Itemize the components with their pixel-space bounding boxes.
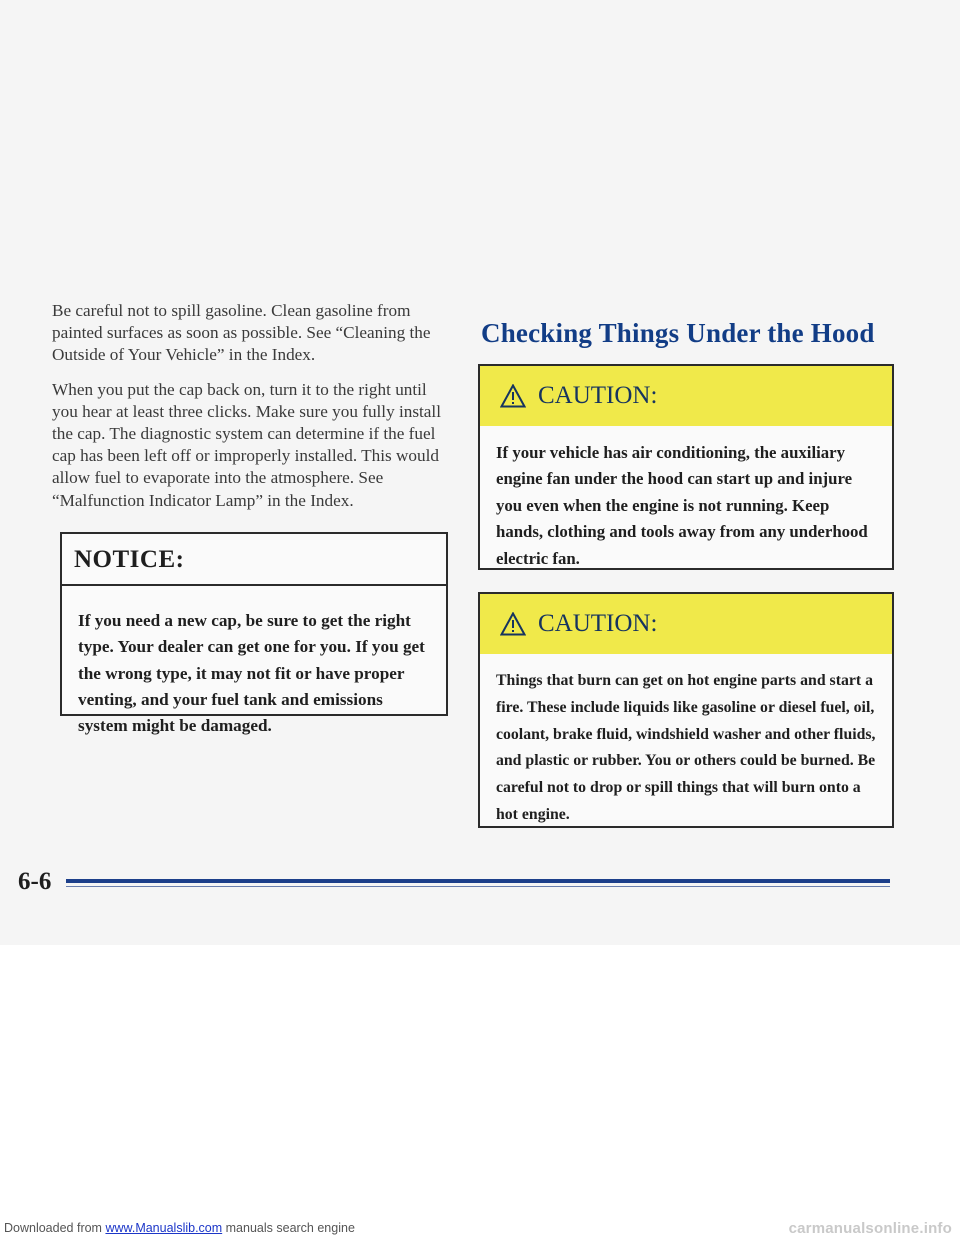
warning-triangle-icon (500, 612, 526, 636)
footer-rule-thin (66, 886, 890, 887)
footer-rule (66, 879, 890, 883)
notice-box (60, 532, 448, 736)
caution-title: CAUTION: (538, 382, 658, 409)
caution-header (480, 366, 892, 426)
page-bottom-margin (0, 945, 960, 1242)
page-number: 6-6 (18, 868, 52, 895)
left-column (52, 300, 448, 524)
notice-title: NOTICE: (62, 534, 446, 586)
footer-suffix: manuals search engine (222, 1221, 355, 1235)
caution-box-fan (478, 364, 894, 570)
manualslib-link[interactable]: www.Manualslib.com (105, 1221, 223, 1235)
notice-body: If you need a new cap, be sure to get the right type. Your dealer can get one for you. If you get the wrong type, it may not fit or have proper venting, and your fuel tank and emissions system might be damaged. (78, 611, 425, 736)
warning-triangle-icon (500, 384, 526, 408)
paragraph-fuel-cap: When you put the cap back on, turn it to the right until you hear at least three clicks. Make sure you fully install the cap. The diagnostic system can determine if the fuel cap has been left off or improperly installed. This would allow fuel to evaporate into the atmosphere. See “Malfunction Indicator Lamp” in the Index. (52, 379, 441, 510)
caution-box-fire (478, 592, 894, 828)
caution-body-fan: If your vehicle has air conditioning, the auxiliary engine fan under the hood can start up and injure you even when the engine is not running. Keep hands, clothing and tools away from any underhood electric fan. (496, 443, 868, 568)
download-footer (4, 1221, 355, 1235)
watermark: carmanualsonline.info (788, 1220, 952, 1237)
caution-header (480, 594, 892, 654)
paragraph-spill-gasoline: Be careful not to spill gasoline. Clean gasoline from painted surfaces as soon as possible. See “Cleaning the Outside of Your Vehicle” in the Index. (52, 301, 431, 365)
section-heading: Checking Things Under the Hood (481, 318, 875, 348)
caution-title: CAUTION: (538, 610, 658, 637)
caution-body-fire: Things that burn can get on hot engine parts and start a fire. These include liquids like gasoline or diesel fuel, oil, coolant, brake fluid, windshield washer and other fluids, and plastic or rubber. You or others could be burned. Be careful not to drop or spill things that will burn onto a hot engine. (496, 672, 876, 823)
footer-prefix: Downloaded from (4, 1221, 106, 1235)
